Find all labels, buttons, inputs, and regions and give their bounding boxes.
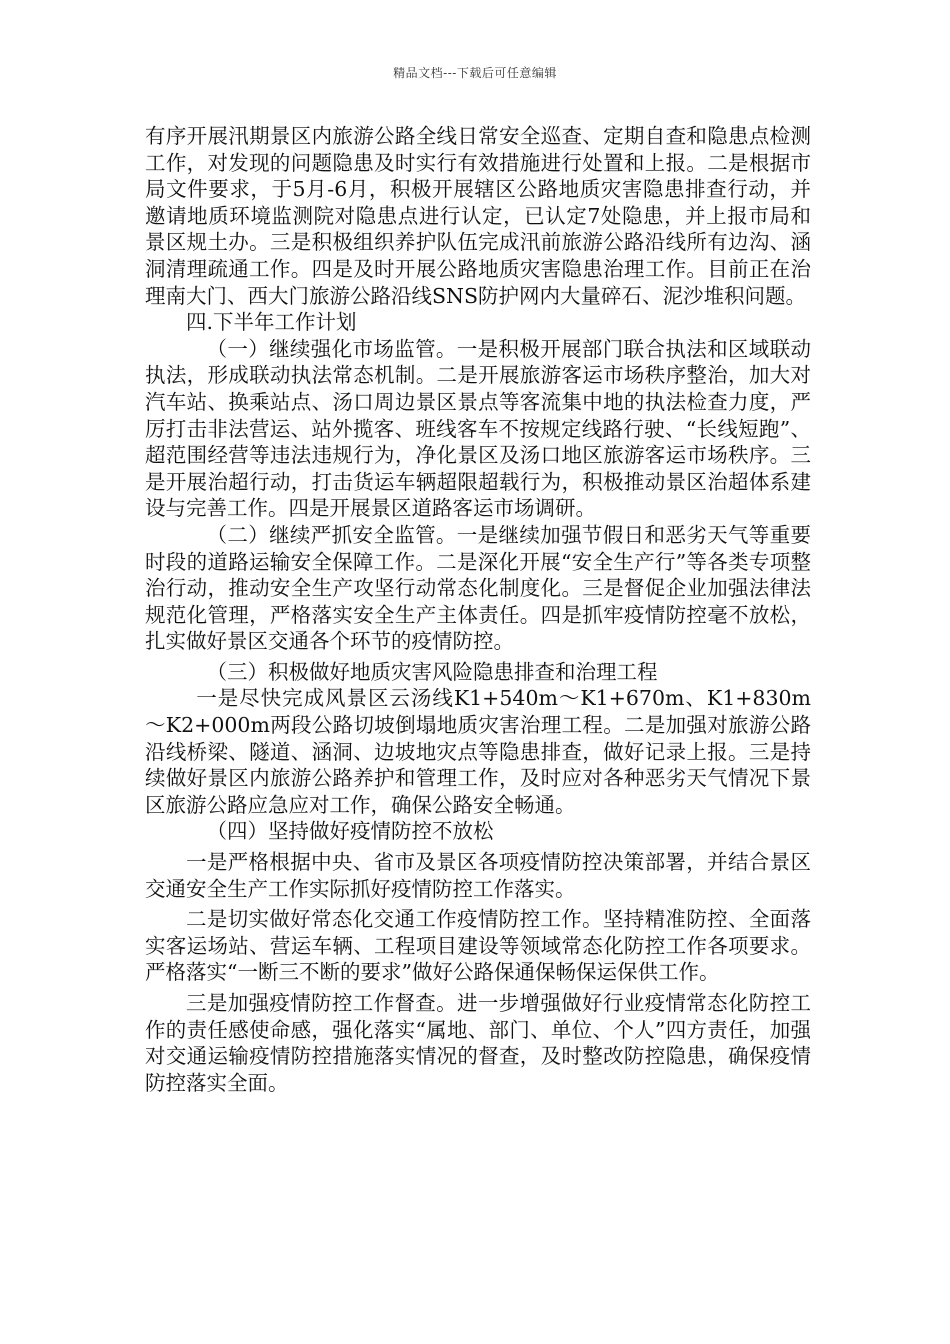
paragraph-safety-supervision: （二）继续严抓安全监管。一是继续加强节假日和恶劣天气等重要时段的道路运输安全保障工作。二是深化开展“安全生产行”等各类专项整治行动，推动安全生产攻坚行动常态化制度化。三是督促企业加强法律法规范化管理，严格落实安全生产主体责任。四是抓牢疫情防控毫不放松，扎实做好景区交通各个环节的疫情防控。 bbox=[145, 522, 811, 654]
paragraph-flood-inspection: 有序开展汛期景区内旅游公路全线日常安全巡查、定期自查和隐患点检测工作，对发现的问题隐患及时实行有效措施进行处置和上报。二是根据市局文件要求，于5月-6月，积极开展辖区公路地质灾害隐患排查行动，并邀请地质环境监测院对隐患点进行认定，已认定7处隐患，并上报市局和景区规土办。三是积极组织养护队伍完成汛前旅游公路沿线所有边沟、涵洞清理疏通工作。四是及时开展公路地质灾害隐患治理工作。目前正在治理南大门、西大门旅游公路沿线SNS防护网内大量碎石、泥沙堆积问题。 bbox=[145, 124, 811, 308]
header-note: 精品文档---下载后可任意编辑 bbox=[393, 66, 557, 80]
subheading-epidemic-control: （四）坚持做好疫情防控不放松 bbox=[206, 819, 494, 844]
paragraph-geo-hazard: 一是尽快完成风景区云汤线K1+540m～K1+670m、K1+830m～K2+000m两段公路切坡倒塌地质灾害治理工程。二是加强对旅游公路沿线桥梁、隧道、涵洞、边坡地灾点等隐患排查，做好记录上报。三是持续做好景区内旅游公路养护和管理工作，及时应对各种恶劣天气情况下景区旅游公路应急应对工作，确保公路安全畅通。 bbox=[145, 686, 811, 817]
paragraph-market-supervision: （一）继续强化市场监管。一是积极开展部门联合执法和区域联动执法，形成联动执法常态机制。二是开展旅游客运市场秩序整治，加大对汽车站、换乘站点、汤口周边景区景点等客流集中地的执法检查力度，严厉打击非法营运、站外揽客、班线客车不按规定线路行驶、“长线短跑”、超范围经营等违法违规行为，净化景区及汤口地区旅游客运市场秩序。三是开展治超行动，打击货运车辆超限超载行为，积极推动景区治超体系建设与完善工作。四是开展景区道路客运市场调研。 bbox=[145, 336, 811, 521]
paragraph-epidemic-item-3: 三是加强疫情防控工作督查。进一步增强做好行业疫情常态化防控工作的责任感使命感，强化落实“属地、部门、单位、个人”四方责任，加强对交通运输疫情防控措施落实情况的督查，及时整改防控隐患，确保疫情防控落实全面。 bbox=[145, 991, 811, 1095]
document-body bbox=[145, 123, 811, 1096]
paragraph-epidemic-item-1: 一是严格根据中央、省市及景区各项疫情防控决策部署，并结合景区交通安全生产工作实际抓好疫情防控工作落实。 bbox=[145, 850, 811, 901]
subheading-geo-hazard: （三）积极做好地质灾害风险隐患排查和治理工程 bbox=[206, 659, 658, 684]
paragraph-epidemic-item-2: 二是切实做好常态化交通工作疫情防控工作。坚持精准防控、全面落实客运场站、营运车辆、工程项目建设等领域常态化防控工作各项要求。严格落实“一断三不断的要求”做好公路保通保畅保运保供工作。 bbox=[145, 907, 811, 985]
section-heading: 四.下半年工作计划 bbox=[186, 310, 357, 335]
